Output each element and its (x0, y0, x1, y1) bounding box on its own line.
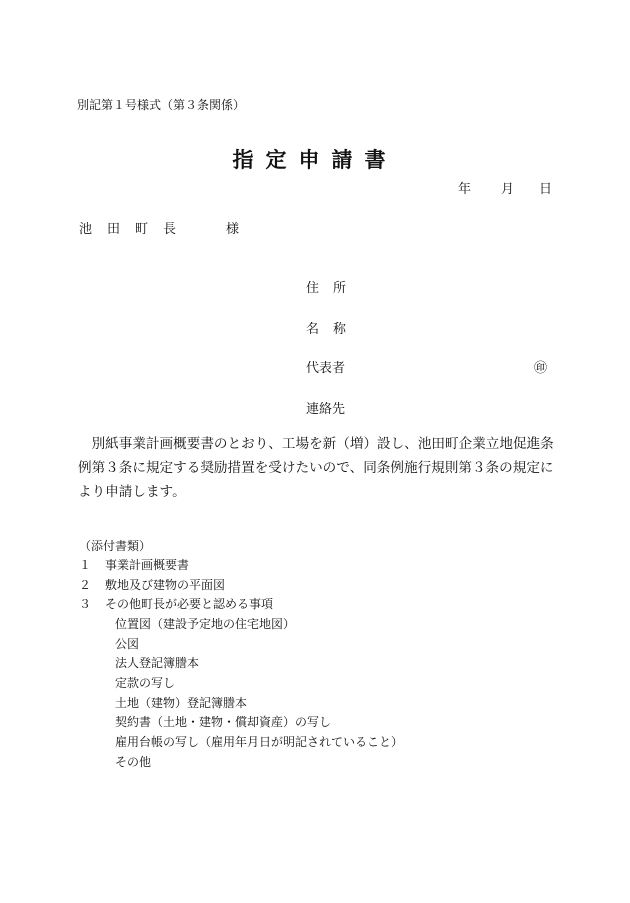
list-item-text: 敷地及び建物の平面図 (105, 577, 226, 592)
attachments-title: （添付書類） (79, 539, 152, 553)
form-reference: 別記第１号様式（第３条関係） (77, 98, 246, 112)
contact-label: 連絡先 (306, 402, 346, 417)
list-item (79, 556, 273, 576)
sub-list-item: 位置図（建設予定地の住宅地図） (115, 617, 296, 631)
sub-list-item: 定款の写し (115, 676, 176, 691)
sub-list-item: 法人登記簿謄本 (115, 656, 200, 671)
representative-label: 代表者 (306, 361, 346, 376)
attachments-list (79, 556, 273, 615)
date-month-label: 月 (501, 182, 515, 197)
application-body-text: 別紙事業計画概要書のとおり、工場を新（増）設し、池田町企業立地促進条例第３条に規定する奨励措置を受けたいので、同条例施行規則第３条の規定により申請します。 (78, 436, 554, 500)
sub-list-item: 公図 (115, 636, 140, 651)
addressee-honorific: 様 (226, 222, 240, 237)
list-item-number: １ (79, 558, 92, 572)
list-item-text: その他町長が必要と認める事項 (105, 597, 274, 612)
seal-mark: ㊞ (534, 361, 548, 376)
list-item-text: 事業計画概要書 (105, 558, 190, 572)
sub-list-item: 土地（建物）登記簿謄本 (115, 695, 248, 710)
date-year-label: 年 (458, 182, 472, 197)
name-label: 名称 (306, 322, 361, 337)
list-item-number: ３ (79, 597, 92, 612)
date-day-label: 日 (539, 182, 553, 197)
sub-list-item: 契約書（土地・建物・償却資産）の写し (115, 715, 332, 730)
list-item (79, 595, 273, 615)
attachments-sub-list (115, 615, 403, 773)
list-item-number: ２ (79, 577, 92, 592)
address-label: 住所 (306, 281, 361, 296)
sub-list-item: 雇用台帳の写し（雇用年月日が明記されていること） (115, 735, 404, 750)
document-title: 指定申請書 (232, 147, 398, 172)
addressee-name: 池田町長 (79, 222, 192, 237)
sub-list-item: その他 (115, 754, 152, 769)
list-item (79, 576, 273, 596)
